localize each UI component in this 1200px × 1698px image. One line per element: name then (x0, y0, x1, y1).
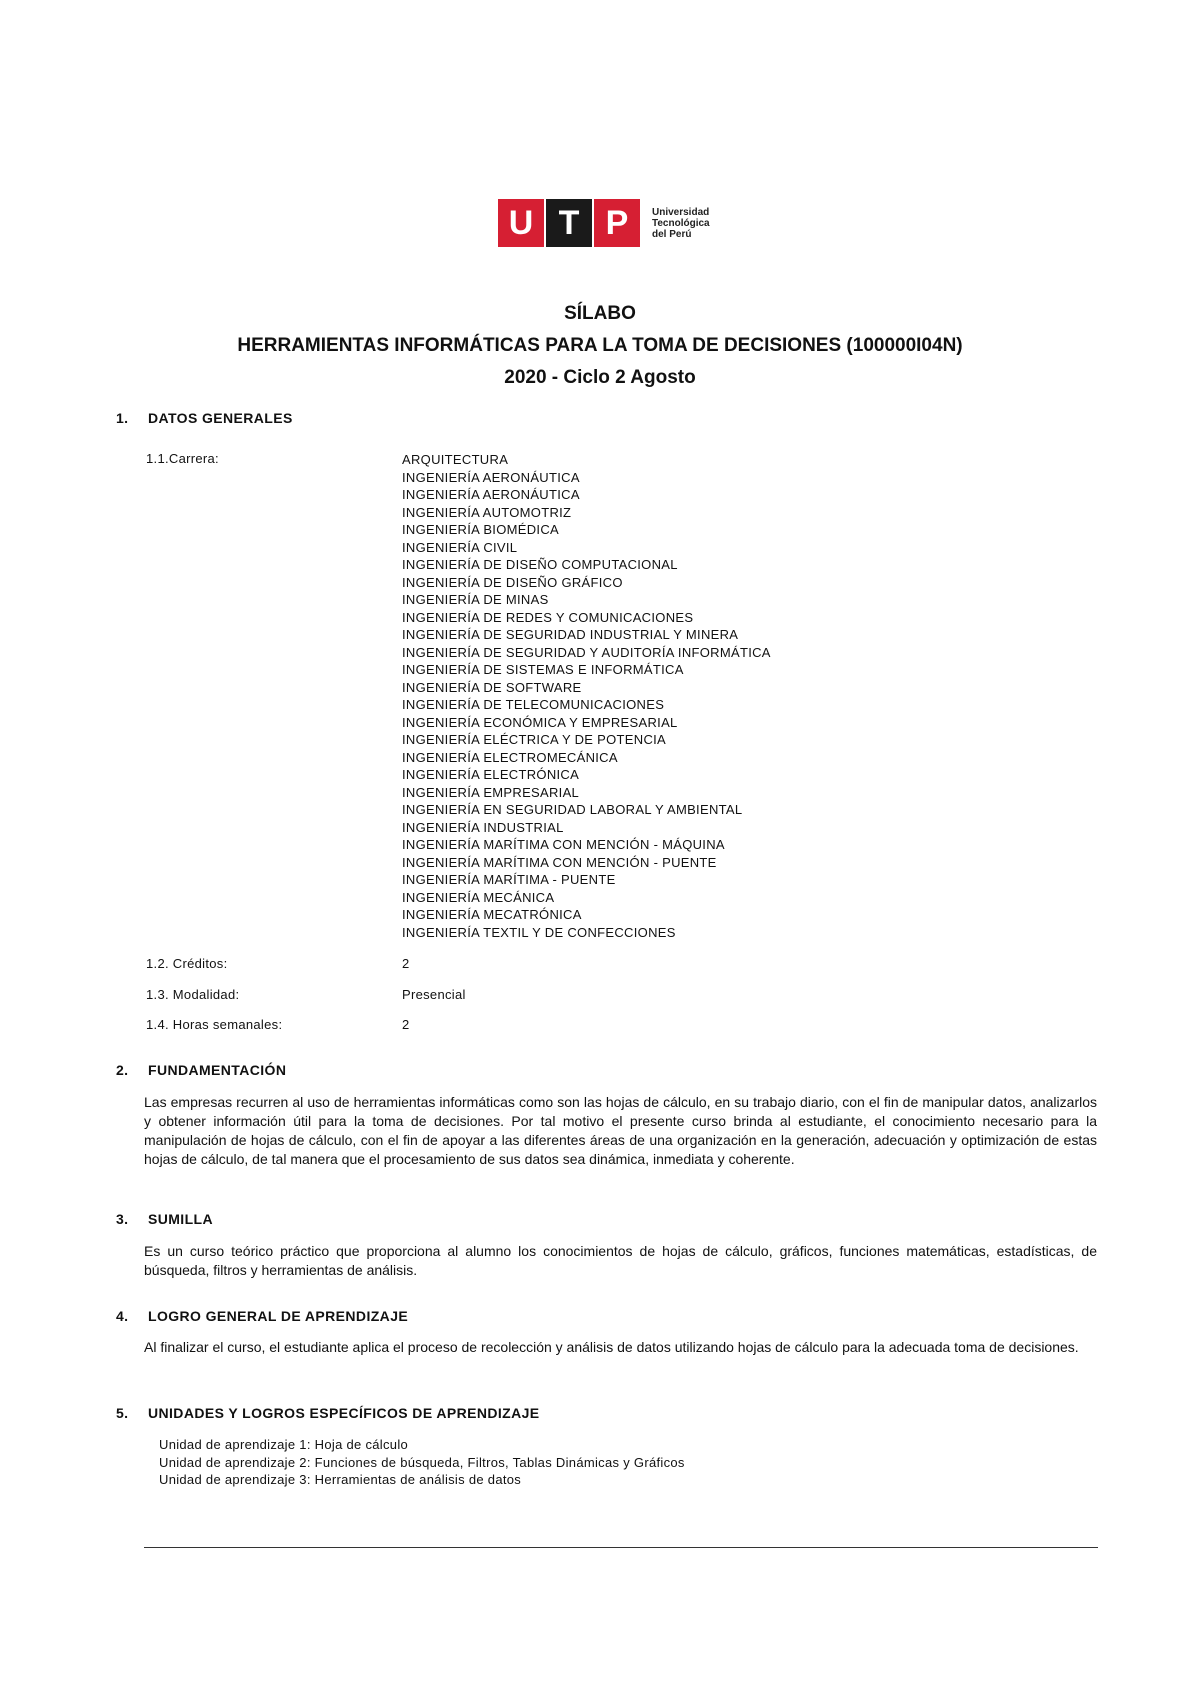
section-heading-sumilla (116, 1211, 213, 1227)
carrera-item: INGENIERÍA BIOMÉDICA (402, 522, 559, 537)
sumilla-text: Es un curso teórico práctico que proporciona al alumno los conocimientos de hojas de cálculo, gráficos, funciones matemáticas, estadísticas, de búsqueda, filtros y herramientas de análisis. (144, 1243, 1097, 1278)
carrera-item: INGENIERÍA TEXTIL Y DE CONFECCIONES (402, 924, 676, 940)
carrera-item: INGENIERÍA ELECTROMECÁNICA (402, 749, 618, 765)
section-title: DATOS GENERALES (148, 410, 293, 426)
carrera-item: INGENIERÍA MARÍTIMA CON MENCIÓN - MÁQUINA (402, 837, 725, 852)
carrera-item: INGENIERÍA MECATRÓNICA (402, 907, 582, 922)
carrera-item: INGENIERÍA EN SEGURIDAD LABORAL Y AMBIENTAL (402, 802, 743, 817)
carrera-item: INGENIERÍA ELECTRÓNICA (402, 767, 580, 782)
carrera-item: INGENIERÍA DE DISEÑO GRÁFICO (402, 574, 623, 590)
horas-value: 2 (402, 1017, 410, 1032)
course-period: 2020 - Ciclo 2 Agosto (504, 367, 696, 388)
unit-item: Unidad de aprendizaje 1: Hoja de cálculo (159, 1437, 409, 1452)
carrera-item: INGENIERÍA MECÁNICA (402, 889, 555, 905)
carrera-item: INGENIERÍA DE SISTEMAS E INFORMÁTICA (402, 662, 684, 677)
section-number: 3. (116, 1211, 129, 1227)
modalidad-label: 1.3. Modalidad: (146, 987, 240, 1002)
creditos-value: 2 (402, 956, 410, 971)
document-title: SÍLABO (564, 303, 636, 324)
section-title: SUMILLA (148, 1211, 214, 1227)
carrera-item: INGENIERÍA DE SEGURIDAD Y AUDITORÍA INFORMÁTICA (402, 644, 771, 660)
carrera-item: INGENIERÍA MARÍTIMA CON MENCIÓN - PUENTE (402, 854, 717, 870)
section-number: 2. (116, 1062, 129, 1078)
section-title: LOGRO GENERAL DE APRENDIZAJE (148, 1308, 409, 1324)
carrera-list (402, 451, 771, 941)
carrera-item: INGENIERÍA DE SEGURIDAD INDUSTRIAL Y MINERA (402, 627, 739, 642)
units-list (159, 1436, 685, 1489)
horizontal-rule (144, 1547, 1098, 1548)
carrera-item: ARQUITECTURA (402, 452, 509, 467)
carrera-item: INGENIERÍA DE TELECOMUNICACIONES (402, 697, 665, 712)
logro-general-text: Al finalizar el curso, el estudiante aplica el proceso de recolección y análisis de datos utilizando hojas de cálculo para la adecuada toma de decisiones. (144, 1339, 1079, 1355)
creditos-label: 1.2. Créditos: (146, 956, 228, 971)
unit-item: Unidad de aprendizaje 2: Funciones de búsqueda, Filtros, Tablas Dinámicas y Gráficos (159, 1454, 685, 1470)
document-header (0, 298, 1200, 394)
horas-label: 1.4. Horas semanales: (146, 1017, 283, 1032)
utp-logo (498, 198, 710, 248)
logo-name-line: del Perú (652, 228, 692, 240)
carrera-label: 1.1.Carrera: (146, 451, 219, 466)
section-heading-logro-general (116, 1308, 408, 1324)
section-heading-fundamentacion (116, 1062, 286, 1078)
section-number: 5. (116, 1405, 129, 1421)
carrera-item: INGENIERÍA DE MINAS (402, 592, 549, 607)
modalidad-value: Presencial (402, 987, 466, 1002)
section-title: FUNDAMENTACIÓN (148, 1062, 287, 1078)
section-heading-unidades (116, 1405, 540, 1421)
section-heading-datos-generales (116, 410, 293, 426)
carrera-item: INGENIERÍA DE REDES Y COMUNICACIONES (402, 609, 694, 625)
carrera-item: INGENIERÍA MARÍTIMA - PUENTE (402, 872, 616, 887)
carrera-item: INGENIERÍA AUTOMOTRIZ (402, 504, 572, 520)
carrera-item: INGENIERÍA EMPRESARIAL (402, 784, 580, 800)
logo-letter-p: P (594, 199, 640, 247)
logo-university-name (652, 207, 710, 240)
carrera-item: INGENIERÍA CIVIL (402, 539, 518, 555)
course-title: HERRAMIENTAS INFORMÁTICAS PARA LA TOMA DE DECISIONES (100000I04N) (237, 335, 963, 356)
carrera-item: INGENIERÍA DE SOFTWARE (402, 679, 582, 695)
section-number: 4. (116, 1308, 129, 1324)
section-title: UNIDADES Y LOGROS ESPECÍFICOS DE APRENDIZAJE (148, 1405, 540, 1421)
carrera-item: INGENIERÍA DE DISEÑO COMPUTACIONAL (402, 557, 678, 572)
carrera-item: INGENIERÍA AERONÁUTICA (402, 487, 580, 502)
logo-letter-u: U (498, 199, 544, 247)
carrera-item: INGENIERÍA ECONÓMICA Y EMPRESARIAL (402, 714, 678, 730)
carrera-item: INGENIERÍA ELÉCTRICA Y DE POTENCIA (402, 732, 667, 747)
section-number: 1. (116, 410, 129, 426)
carrera-item: INGENIERÍA AERONÁUTICA (402, 469, 580, 485)
fundamentacion-text: Las empresas recurren al uso de herramientas informáticas como son las hojas de cálculo, en su trabajo diario, con el fin de manipular datos, analizarlos y obtener información útil para la toma de decisiones. Por tal motivo el presente curso brinda al estudiante, el conocimiento necesario para la manipulación de hojas de cálculo, con el fin de apoyar a las diferentes áreas de una organización en la generación, adecuación y optimización de estas hojas de cálculo, de tal manera que el procesamiento de sus datos sea dinámica, inmediata y coherente. (144, 1094, 1097, 1167)
logo-name-line: Universidad (652, 206, 710, 218)
logo-letter-t: T (546, 199, 592, 247)
unit-item: Unidad de aprendizaje 3: Herramientas de análisis de datos (159, 1472, 522, 1487)
logo-name-line: Tecnológica (652, 217, 710, 229)
carrera-item: INGENIERÍA INDUSTRIAL (402, 819, 564, 835)
